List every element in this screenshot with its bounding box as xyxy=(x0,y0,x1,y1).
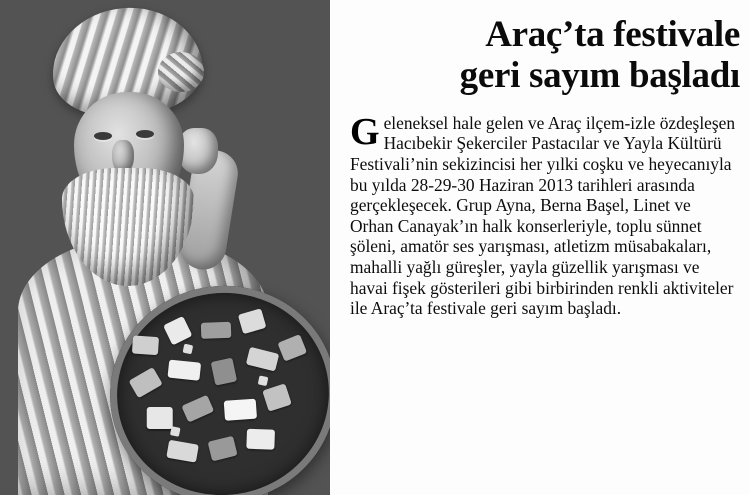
photo-hand xyxy=(178,128,218,174)
article-column xyxy=(330,0,750,495)
article-body xyxy=(350,110,738,319)
photo-candy xyxy=(224,399,257,421)
photo-candy xyxy=(132,335,159,355)
photo-eye-right xyxy=(136,130,154,138)
photo-candy-sparkle xyxy=(183,344,194,355)
photo-candy xyxy=(201,322,232,339)
drop-cap: G xyxy=(350,110,380,153)
photo-candy-sparkle xyxy=(258,375,269,386)
photo-turban-knot xyxy=(158,52,204,92)
photo-eye-left xyxy=(94,132,112,140)
headline-line-2: geri sayım başladı xyxy=(459,55,740,97)
photo-candy xyxy=(167,360,201,381)
photo-candy-sparkle xyxy=(170,426,181,437)
festival-photo xyxy=(0,0,330,495)
photo-candy xyxy=(147,407,173,429)
headline-line-1: Araç’ta festivale xyxy=(485,14,740,55)
page-title xyxy=(330,14,740,97)
article-body-wrapper xyxy=(350,110,738,319)
article-paragraph: eleneksel hale gelen ve Araç ilçem-izle özdeşleşen Hacıbekir Şekerciler Pastacılar ve Yayla Kültürü Festivali’nin sekizincisi her yılki coşku ve heyecanıyla bu yılda 28-29-30 Haziran 2013 tarihleri arasında gerçekleşecek. Grup Ayna, Berna Başel, Linet ve Orhan Canayak’ın halk konserleriyle, toplu sünnet şöleni, amatör ses yarışması, atletizm müsabakaları, mahalli yağlı güreşler, yayla güzellik yarışması ve havai fişek gösterileri gibi birbirinden renkli aktiviteler ile Araç’ta festivale geri sayım başladı. xyxy=(350,112,736,319)
photo-candy xyxy=(211,358,238,386)
photo-candy xyxy=(246,429,275,450)
